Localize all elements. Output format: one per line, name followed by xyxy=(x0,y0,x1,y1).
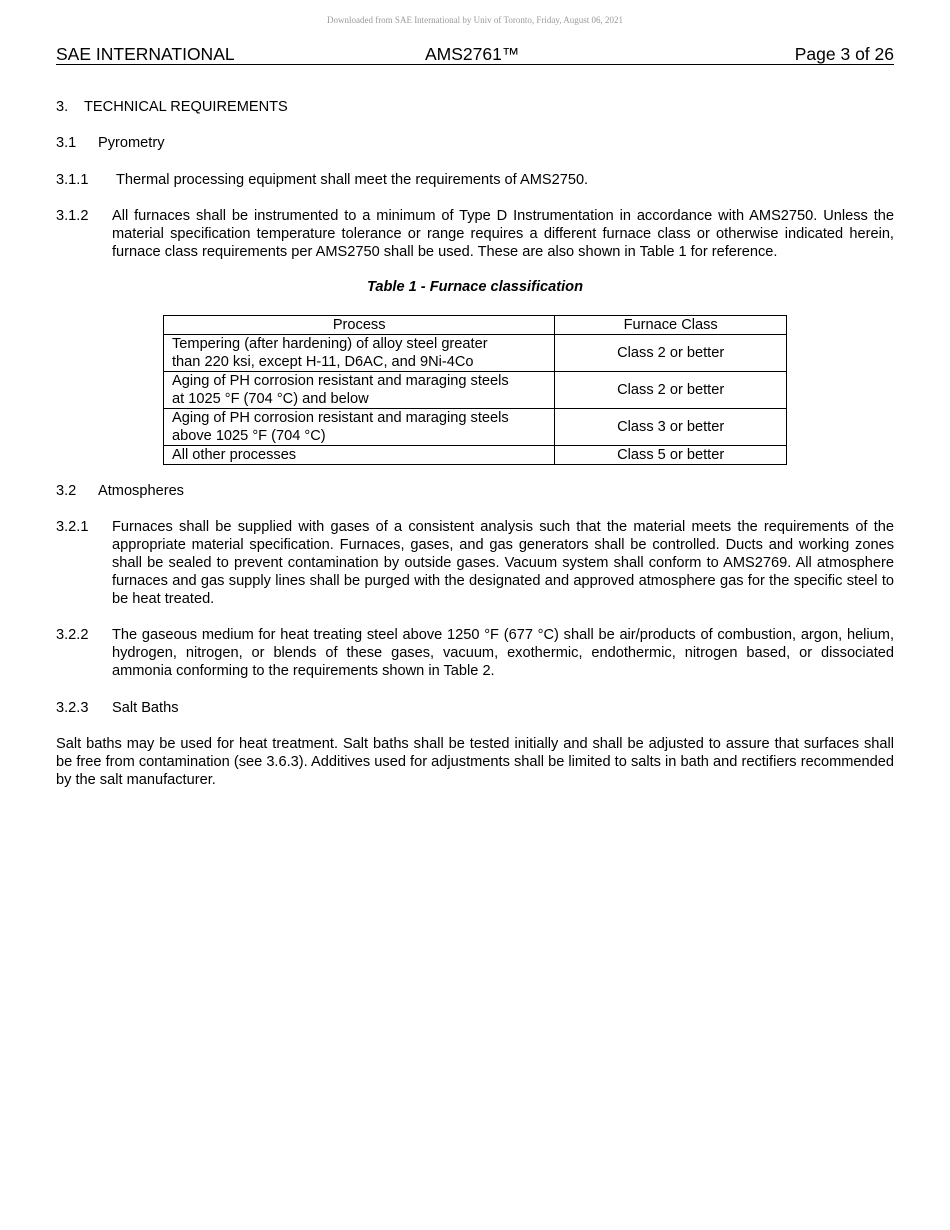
section-title: TECHNICAL REQUIREMENTS xyxy=(84,99,288,115)
table-row xyxy=(164,446,787,465)
table-1-caption: Table 1 - Furnace classification xyxy=(366,279,583,295)
furnace-class-cell: Class 3 or better xyxy=(555,409,787,446)
header-process: Process xyxy=(164,316,555,335)
section-title: Atmospheres xyxy=(98,483,184,499)
paragraph-text: Thermal processing equipment shall meet the requirements of AMS2750. xyxy=(116,172,589,188)
process-line: above 1025 °F (704 °C) xyxy=(172,428,326,444)
header-furnace-class: Furnace Class xyxy=(555,316,787,335)
process-line: Aging of PH corrosion resistant and maraging steels xyxy=(172,373,509,389)
paragraph-text: The gaseous medium for heat treating steel above 1250 °F (677 °C) shall be air/products of combustion, argon, helium, hydrogen, nitrogen, or blends of these gases, vacuum, exothermic, endothermic, nitrogen based, or dissociated ammonia conforming to the requirements shown in Table 2. xyxy=(112,627,894,679)
furnace-classification-table xyxy=(163,315,787,465)
section-number: 3.2.3 xyxy=(56,700,89,716)
section-title: Pyrometry xyxy=(98,135,165,151)
process-line: than 220 ksi, except H-11, D6AC, and 9Ni-4Co xyxy=(172,354,474,370)
table-row xyxy=(164,372,787,409)
process-cell xyxy=(164,446,555,465)
section-number: 3. xyxy=(56,99,69,115)
header-page-number: Page 3 of 26 xyxy=(794,44,894,64)
furnace-class-cell: Class 2 or better xyxy=(555,372,787,409)
paragraph-text: Furnaces shall be supplied with gases of a consistent analysis such that the material meets the requirements of the appropriate material specification. Furnaces, gases, and gas generators shall be controlled. Ducts and working zones shall be sealed to prevent contamination by outside gases. Vacuum system shall conform to AMS2769. All atmosphere furnaces and gas supply lines shall be purged with the designated and approved atmosphere gas for the specific steel to be heat treated. xyxy=(112,519,894,607)
process-cell xyxy=(164,409,555,446)
section-number: 3.1.2 xyxy=(56,208,89,224)
table-header-row xyxy=(164,316,787,335)
header-document-number: AMS2761™ xyxy=(425,44,520,64)
table-row xyxy=(164,409,787,446)
table-row xyxy=(164,335,787,372)
section-title: Salt Baths xyxy=(112,700,179,716)
section-number: 3.1 xyxy=(56,135,77,151)
process-line: Aging of PH corrosion resistant and maraging steels xyxy=(172,410,509,426)
process-line: All other processes xyxy=(172,447,297,463)
page-header xyxy=(56,44,894,65)
section-number: 3.2.1 xyxy=(56,519,89,535)
salt-baths-paragraph: Salt baths may be used for heat treatment. Salt baths shall be tested initially and shall be adjusted to assure that surfaces shall be free from contamination (see 3.6.3). Additives used for adjustments shall be limited to salts in bath and rectifiers recommended by the salt manufacturer. xyxy=(56,736,894,788)
furnace-class-cell: Class 2 or better xyxy=(555,335,787,372)
section-number: 3.2 xyxy=(56,483,77,499)
header-organization: SAE INTERNATIONAL xyxy=(56,44,235,64)
furnace-class-cell: Class 5 or better xyxy=(555,446,787,465)
process-line: at 1025 °F (704 °C) and below xyxy=(172,391,369,407)
download-watermark: Downloaded from SAE International by Univ of Toronto, Friday, August 06, 2021 xyxy=(326,15,624,25)
process-cell xyxy=(164,372,555,409)
process-line: Tempering (after hardening) of alloy steel greater xyxy=(172,336,488,352)
section-number: 3.1.1 xyxy=(56,172,89,188)
section-number: 3.2.2 xyxy=(56,627,89,643)
paragraph-text: All furnaces shall be instrumented to a minimum of Type D Instrumentation in accordance with AMS2750. Unless the material specification temperature tolerance or range requires a different furnace class or otherwise indicated herein, furnace class requirements per AMS2750 shall be used. These are also shown in Table 1 for reference. xyxy=(112,208,894,260)
process-cell xyxy=(164,335,555,372)
